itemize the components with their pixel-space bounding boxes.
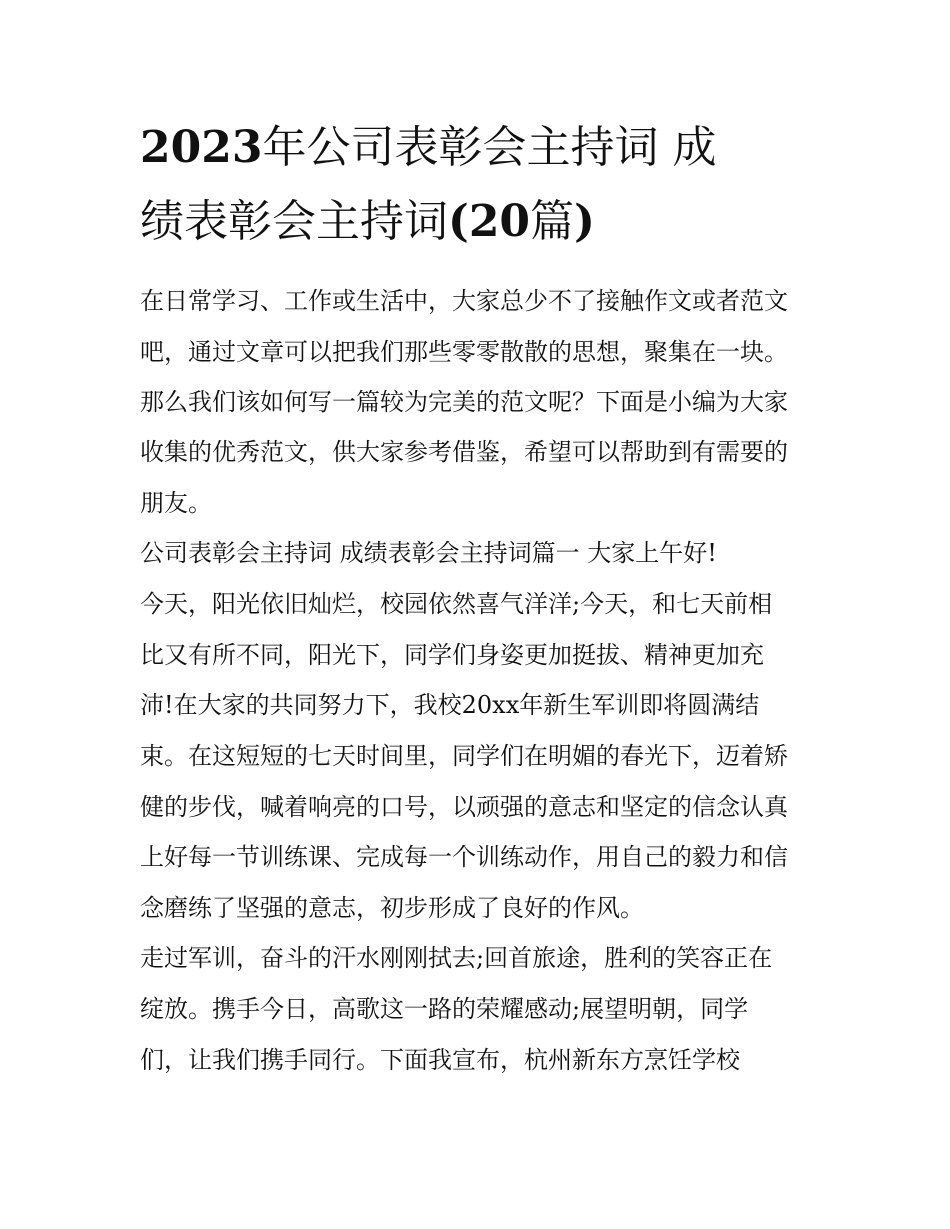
body-line: 束。在这短短的七天时间里，同学们在明媚的春光下，迈着矫: [140, 742, 788, 770]
body-line: 那么我们该如何写一篇较为完美的范文呢？下面是小编为大家: [140, 388, 788, 416]
document-title-line-2: 绩表彰会主持词(20篇): [140, 196, 595, 247]
section-heading-line: 公司表彰会主持词 成绩表彰会主持词篇一 大家上午好!: [140, 539, 717, 567]
body-line: 上好每一节训练课、完成每一个训练动作，用自己的毅力和信: [140, 843, 788, 871]
document-title-line-1: 2023年公司表彰会主持词 成: [140, 122, 717, 173]
body-line: 念磨练了坚强的意志，初步形成了良好的作风。: [140, 894, 644, 922]
body-line: 沛!在大家的共同努力下，我校20xx年新生军训即将圆满结: [140, 691, 760, 719]
body-line: 比又有所不同，阳光下，同学们身姿更加挺拔、精神更加充: [140, 641, 764, 669]
body-line: 朋友。: [140, 489, 212, 517]
body-line: 绽放。携手今日，高歌这一路的荣耀感动;展望明朝，同学: [140, 995, 749, 1023]
body-line: 今天，阳光依旧灿烂，校园依然喜气洋洋;今天，和七天前相: [140, 590, 773, 618]
body-line: 在日常学习、工作或生活中，大家总少不了接触作文或者范文: [140, 287, 788, 315]
body-line: 走过军训，奋斗的汗水刚刚拭去;回首旅途，胜利的笑容正在: [140, 944, 773, 972]
body-line: 吧，通过文章可以把我们那些零零散散的思想，聚集在一块。: [140, 338, 788, 366]
body-line: 们，让我们携手同行。下面我宣布，杭州新东方烹饪学校: [140, 1046, 740, 1074]
body-line: 收集的优秀范文，供大家参考借鉴，希望可以帮助到有需要的: [140, 438, 788, 466]
body-line: 健的步伐，喊着响亮的口号，以顽强的意志和坚定的信念认真: [140, 793, 788, 821]
